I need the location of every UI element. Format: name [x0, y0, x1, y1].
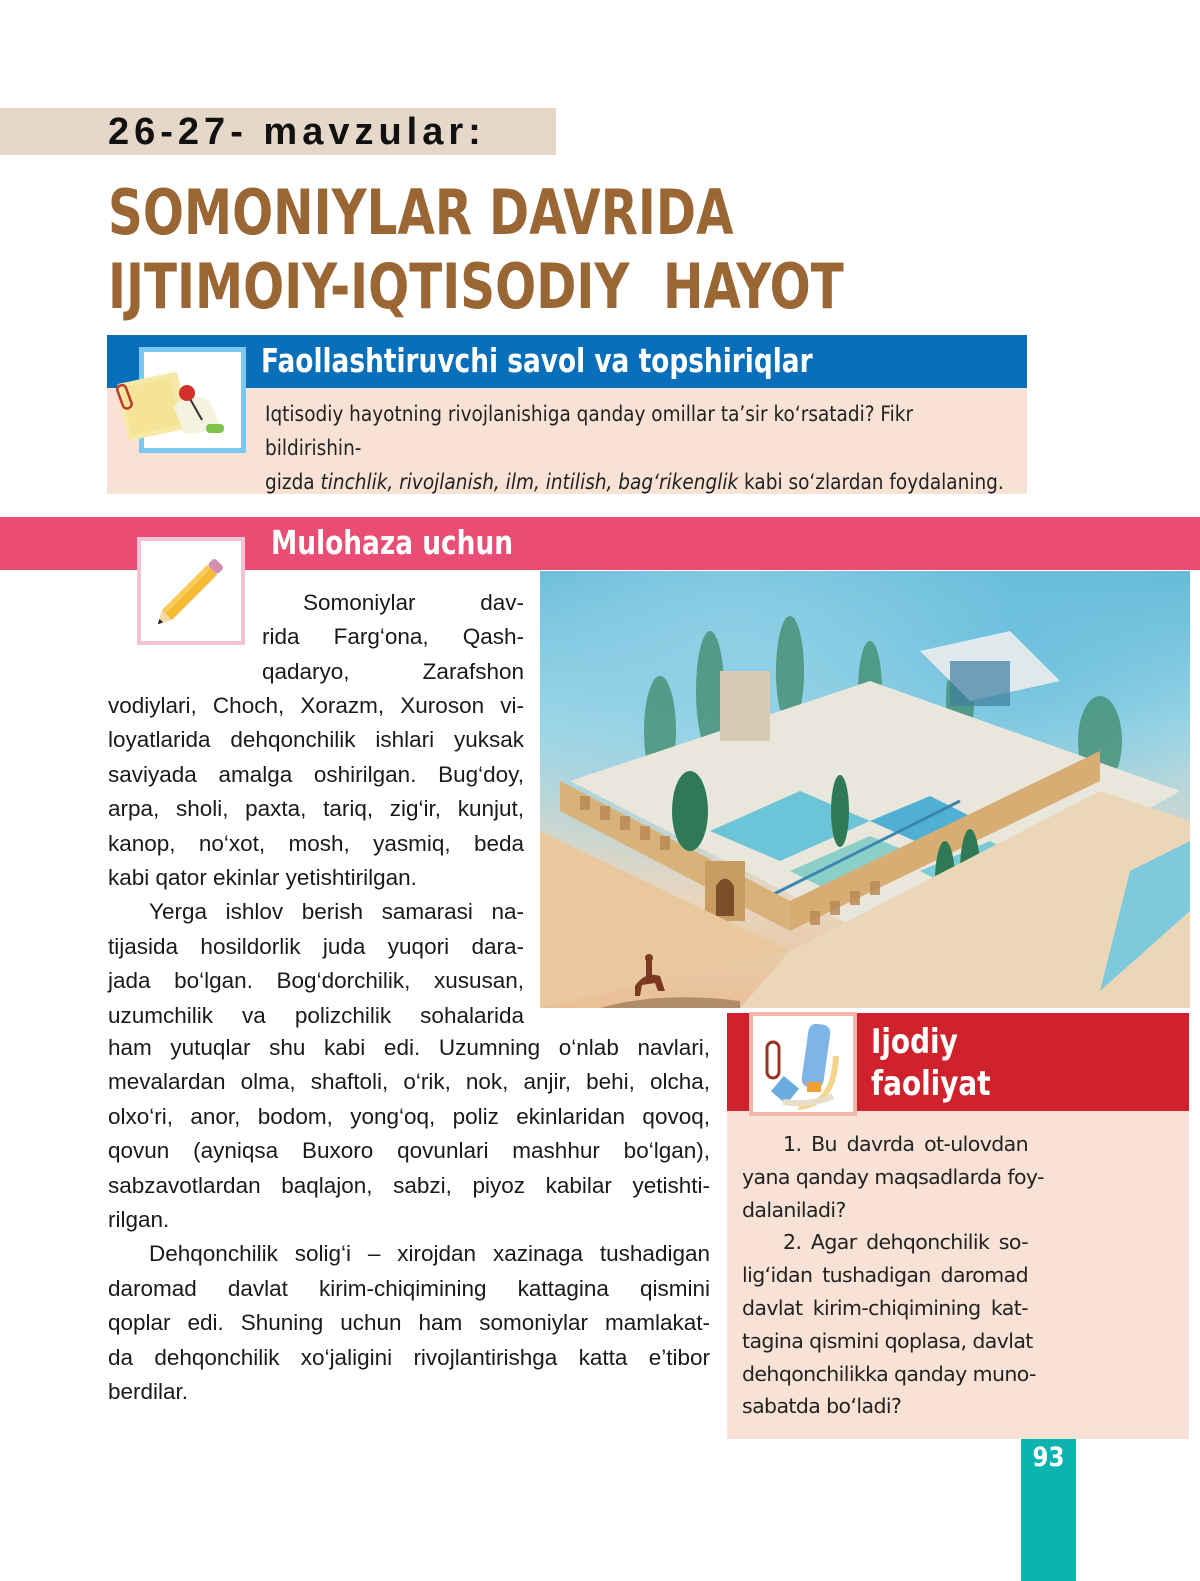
question-1: 1. Bu davrda ot-ulovdan yana qanday maqsadlarda foy- dalaniladi? [742, 1132, 1044, 1222]
body-text-wide: ham yutuqlar shu kabi edi. Uzumning o‘nlab navlari, mevalardan olma, shaftoli, o‘rik, nok, anjir, behi, olcha, olxo‘ri, anor, bodom, yong‘oq, poliz ekinlaridan qovoq, qovun (ayniqsa Buxoro qovunlari mashhur bo‘lgan), sabzavotlardan baqlajon, sabzi, piyoz kabilar yetishti- rilgan. Dehqonchilik solig‘i – xirojdan xazinaga tushadigan daromad davlat kirim-chiqimining kattagina qismini qoplar edi. Shuning uchun ham somoniylar mamlakat- da dehqonchilik xo‘jaligini rivojlantirishga katta e’tibor berdilar. [108, 1035, 710, 1405]
creative-activity-questions [742, 1128, 1044, 1423]
creative-activity-box [727, 1013, 1189, 1439]
page-number: 93 [1032, 1442, 1065, 1473]
topic-label: 26-27- mavzular: [108, 111, 486, 153]
garden-estate-illustration [540, 571, 1190, 1008]
title-line-2: IJTIMOIY-IQTISODIY HAYOT [108, 250, 844, 323]
page-number-tab [1021, 1439, 1076, 1581]
page-title [108, 176, 844, 324]
body-paragraph-1-top: Somoniylar dav- rida Farg‘ona, Qash- qadaryo, Zarafshon [262, 590, 524, 684]
paperclip-pen-icon [749, 1012, 857, 1116]
activating-questions-title: Faollashtiruvchi savol va topshiriqlar [261, 341, 813, 380]
body-text-narrow: vodiylari, Choch, Xorazm, Xuroson vi- loyatlarida dehqonchilik ishlari yuksak saviyada amalga oshirilgan. Bug‘doy, arpa, sholi, paxta, tariq, zig‘ir, kunjut, kanop, no‘xot, mosh, yasmiq, beda kabi qator ekinlar yetishtirilgan. Yerga ishlov berish samarasi na- tijasida hosildorlik juda yuqori dara- jada bo‘lgan. Bog‘dorchilik, xususan, uzumchilik va polizchilik sohalarida [108, 693, 524, 1028]
creative-activity-title: Ijodiy faoliyat [871, 1022, 991, 1104]
reflection-title: Mulohaza uchun [271, 523, 514, 562]
title-line-1: SOMONIYLAR DAVRIDA [108, 176, 734, 249]
folder-pushpin-icon [139, 347, 246, 453]
activating-questions-text: Iqtisodiy hayotning rivojlanishiga qanday omillar ta’sir ko‘rsatadi? Fikr bildirishin- gizda tinchlik, rivojlanish, ilm, intilish, bag‘rikenglik kabi so‘zlardan foydalaning. [265, 402, 1004, 494]
activating-questions-box [107, 335, 1027, 494]
pencil-icon [137, 537, 245, 645]
question-2: 2. Agar dehqonchilik so- lig‘idan tushadigan daromad davlat kirim-chiqimining kat- tagina qismini qoplasa, davlat dehqonchilikka qanday muno- sabatda bo‘ladi? [742, 1230, 1036, 1419]
